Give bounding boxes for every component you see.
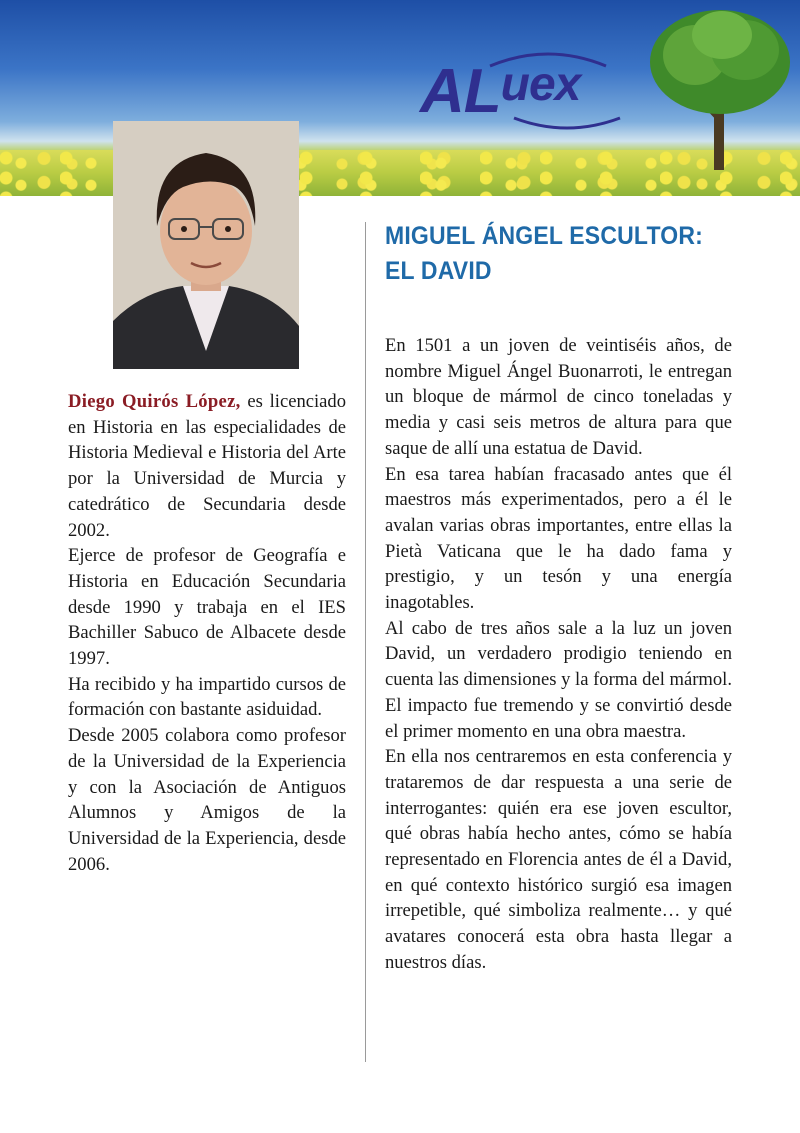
article-body [385,333,732,976]
author-name: Diego Quirós López, [68,391,241,412]
logo-uex: uex [500,58,581,111]
article-paragraph: Al cabo de tres años sale a la luz un joven David, un verdadero prodigio teniendo en cuenta las dimensiones y la forma del mármol. El impacto fue tremendo y se convirtió desde el primer momento en una obra maestra. [385,617,732,742]
logo-al: AL [420,57,501,126]
bio-paragraph: Ejerce de profesor de Geografía e Historia en Educación Secundaria desde 1990 y trabaja en el IES Bachiller Sabuco de Albacete desde 1997. [68,545,346,670]
article-paragraph: En 1501 a un joven de veintiséis años, de nombre Miguel Ángel Buonarroti, le entregan un bloque de mármol de cinco toneladas y media y casi seis metros de altura para que saque de allí una estatua de David. [385,335,732,459]
bio-paragraph [68,389,346,543]
bio-paragraph: Desde 2005 colabora como profesor de la Universidad de la Experiencia y con la Asociación de Antiguos Alumnos y Amigos de la Universidad de la Experiencia, desde 2006. [68,725,346,875]
aluex-logo [420,42,640,132]
title-line-2: EL DAVID [385,257,492,285]
tree-illustration [640,0,800,180]
logo-smile [512,116,622,132]
portrait-image [113,121,299,369]
article-paragraph: En esa tarea habían fracasado antes que él maestros más experimentados, pero a él le avalan varias obras importantes, entre ellas la Pietà Vaticana que le ha dado fama y prestigio, y un tesón y una energía inagotables. [385,463,732,614]
column-divider [365,222,366,1062]
bio-paragraph: Ha recibido y ha impartido cursos de formación con bastante asiduidad. [68,673,346,721]
bio-first-text: es licenciado en Historia en las especialidades de Historia Medieval e Historia del Arte por la Universidad de Murcia y catedrático de Secundaria desde 2002. [68,391,347,541]
article-title [385,219,735,289]
article-paragraph: En ella nos centraremos en esta conferencia y trataremos de dar respuesta a una serie de interrogantes: quién era ese joven escultor, qué obras había hecho antes, cómo se había representado en Florencia antes de él a David, en qué contexto histórico surgió esa imagen irrepetible, qué simboliza realmente… y qué avatares conocerá esta obra hasta llegar a nuestros días. [385,746,732,973]
author-photo [113,121,299,369]
author-bio [68,389,346,877]
title-line-1: MIGUEL ÁNGEL ESCULTOR: [385,222,703,250]
